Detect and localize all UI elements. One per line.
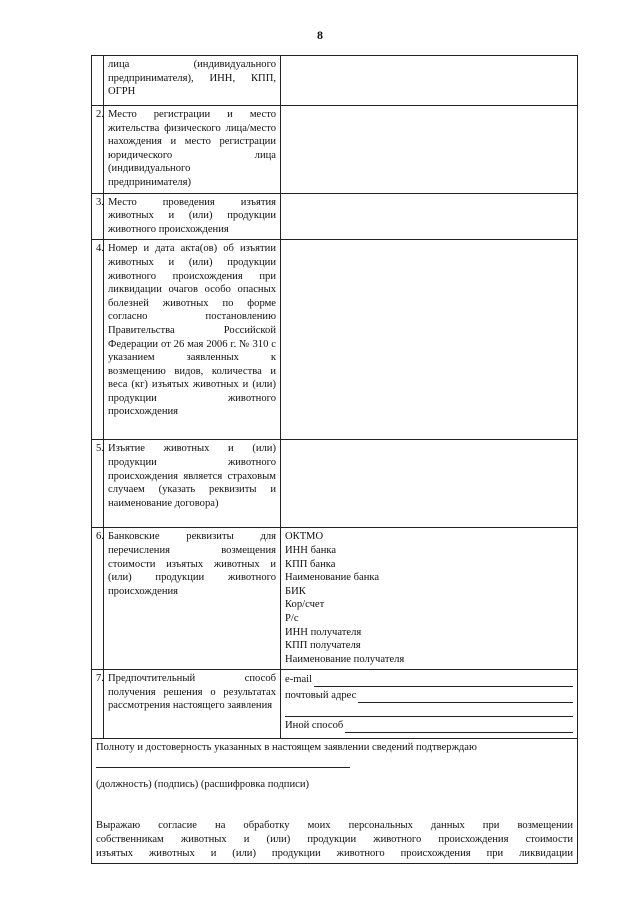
delivery-method-fields xyxy=(281,670,578,739)
row-label: Номер и дата акта(ов) об изъятии животных и (или) продукции животного происхождения при ликвидации очагов особо опасных болезней животных по форме согласно постановлению Правительства Российской Федерации от 26 мая 2006 г. № 310 с указанием заявленных к возмещению видов, количества и веса (кг) изъятых животных и (или) продукции животного происхождения xyxy=(104,240,281,440)
row-number: 2. xyxy=(92,106,104,194)
form-row-insurance-case xyxy=(92,440,578,528)
form-row-bank-details xyxy=(92,528,578,670)
row-number: 3. xyxy=(92,193,104,240)
postal-address-field[interactable] xyxy=(285,689,573,703)
confirmation-cell xyxy=(92,739,578,864)
application-form-table xyxy=(91,55,578,864)
bank-field-corr-account[interactable]: Кор/счет xyxy=(285,599,325,611)
email-field[interactable] xyxy=(285,673,573,687)
row-number xyxy=(92,56,104,106)
row-value-field[interactable] xyxy=(281,56,578,106)
form-row-applicant-ids xyxy=(92,56,578,106)
form-row-delivery-method xyxy=(92,670,578,739)
postal-address-line-2[interactable] xyxy=(285,705,573,717)
bank-field-account[interactable]: Р/с xyxy=(285,612,299,624)
row-label: Предпочтительный способ получения решения о результатах рассмотрения настоящего заявления xyxy=(104,670,281,739)
row-number: 4. xyxy=(92,240,104,440)
form-row-registration-address xyxy=(92,106,578,194)
email-field-label: e-mail xyxy=(285,674,313,686)
other-method-field[interactable] xyxy=(285,719,573,733)
row-value-field[interactable] xyxy=(281,193,578,240)
row-value-field[interactable] xyxy=(281,106,578,194)
row-label: Банковские реквизиты для перечисления возмещения стоимости изъятых животных и (или) продукции животного происхождения xyxy=(104,528,281,670)
signature-caption: (должность) (подпись) (расшифровка подписи) xyxy=(96,778,310,790)
row-value-field[interactable] xyxy=(281,240,578,440)
row-number: 7. xyxy=(92,670,104,739)
consent-paragraph xyxy=(96,819,573,860)
postal-address-continuation[interactable] xyxy=(285,705,573,717)
other-method-label: Иной способ xyxy=(285,720,344,732)
bank-field-bank-kpp[interactable]: КПП банка xyxy=(285,558,336,570)
confirmation-text: Полноту и достоверность указанных в настоящем заявлении сведений подтверждаю xyxy=(96,742,477,754)
bank-field-oktmo[interactable]: ОКТМО xyxy=(285,531,324,543)
row-label: Место регистрации и место жительства физического лица/место нахождения и место регистрации юридического лица (индивидуального предпринимателя) xyxy=(104,106,281,194)
form-row-seizure-place xyxy=(92,193,578,240)
postal-address-label: почтовый адрес xyxy=(285,690,357,702)
row-value-field[interactable] xyxy=(281,440,578,528)
row-number: 6. xyxy=(92,528,104,670)
row-number: 5. xyxy=(92,440,104,528)
email-field-line[interactable] xyxy=(314,675,573,687)
row-label: лица (индивидуального предпринимателя), ИНН, КПП, ОГРН xyxy=(104,56,281,106)
other-method-line[interactable] xyxy=(345,721,573,733)
signature-line[interactable] xyxy=(96,757,350,768)
row-label: Изъятие животных и (или) продукции животного происхождения является страховым случаем (указать реквизиты и наименование договора) xyxy=(104,440,281,528)
form-row-seizure-acts xyxy=(92,240,578,440)
bank-field-recipient-inn[interactable]: ИНН получателя xyxy=(285,626,362,638)
bank-field-bank-name[interactable]: Наименование банка xyxy=(285,572,380,584)
consent-line-1: Выражаю согласие на обработку моих персональных данных при возмещении xyxy=(96,820,573,832)
consent-line-2: собственникам животных и (или) продукции животного происхождения стоимости xyxy=(96,834,573,846)
consent-line-3: изъятых животных и (или) продукции животного происхождения при ликвидации xyxy=(96,847,573,859)
bank-field-bank-inn[interactable]: ИНН банка xyxy=(285,544,337,556)
bank-field-recipient-name[interactable]: Наименование получателя xyxy=(285,653,405,665)
page-number: 8 xyxy=(317,28,323,42)
postal-address-line[interactable] xyxy=(358,691,573,703)
bank-field-recipient-kpp[interactable]: КПП получателя xyxy=(285,640,361,652)
form-row-confirmation xyxy=(92,739,578,864)
bank-field-bik[interactable]: БИК xyxy=(285,585,306,597)
row-label: Место проведения изъятия животных и (или) продукции животного происхождения xyxy=(104,193,281,240)
bank-details-list xyxy=(281,528,578,670)
